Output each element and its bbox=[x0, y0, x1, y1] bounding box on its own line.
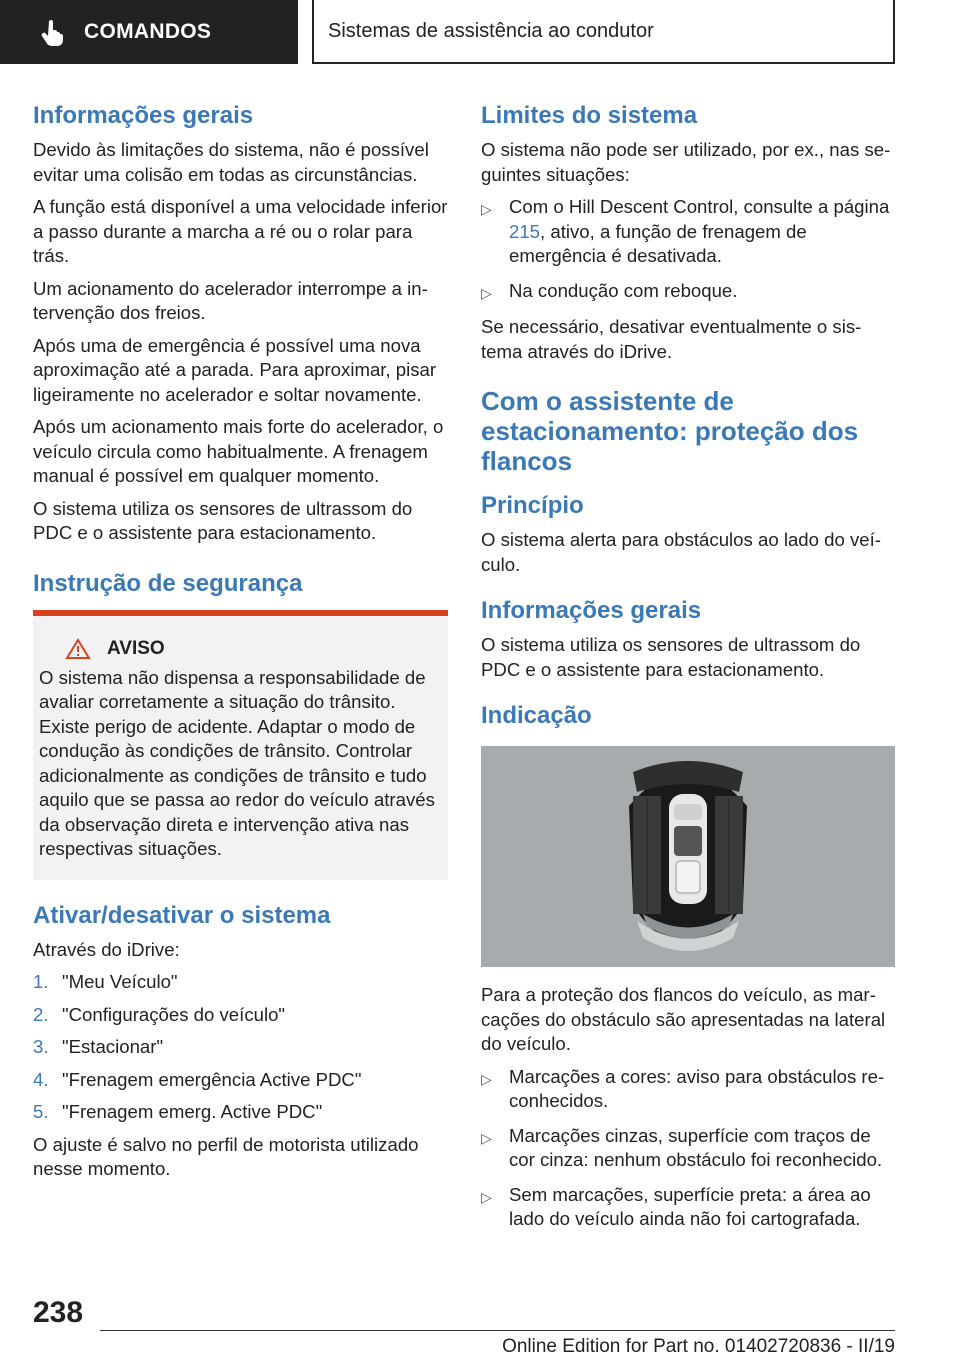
triangle-bullet-icon: ▷ bbox=[481, 284, 492, 301]
list-item bbox=[481, 195, 895, 269]
chapter-tab bbox=[0, 0, 298, 64]
marking-text: Marcações cinzas, superfície com traços de cor cinza: nenhum obstáculo foi reconhecido. bbox=[509, 1124, 883, 1170]
heading-flank-protection: Com o assistente de estacionamento: proteção dos flancos bbox=[481, 386, 859, 476]
heading-principle: Princípio bbox=[481, 492, 584, 519]
paragraph: Através do iDrive: bbox=[33, 938, 180, 960]
list-item bbox=[481, 1183, 895, 1232]
paragraph: O sistema utiliza os sensores de ultrassom do PDC e o assistente para estacionamento. bbox=[33, 497, 413, 543]
car-top-view-illustration bbox=[481, 746, 895, 967]
list-item bbox=[33, 1100, 448, 1125]
triangle-bullet-icon: ▷ bbox=[481, 201, 492, 217]
limit-text: Com o Hill Descent Control, consulte a página bbox=[509, 196, 890, 217]
section-title: Sistemas de assistência ao condutor bbox=[312, 0, 895, 64]
paragraph: O sistema alerta para obstáculos ao lado do veículo. bbox=[481, 529, 881, 575]
step-number: 3. bbox=[33, 1036, 49, 1057]
list-item bbox=[33, 970, 448, 995]
edition-text: Online Edition for Part no. 01402720836 - II/19 bbox=[502, 1336, 895, 1357]
markings-list bbox=[481, 1065, 895, 1232]
heading-limits: Limites do sistema bbox=[481, 102, 698, 129]
paragraph: O sistema utiliza os sensores de ultrassom do PDC e o assistente para estacionamento. bbox=[481, 634, 861, 680]
heading-display: Indicação bbox=[481, 702, 592, 729]
list-item bbox=[33, 1035, 448, 1060]
page-number: 238 bbox=[33, 1296, 84, 1329]
triangle-bullet-icon: ▷ bbox=[481, 1070, 492, 1087]
paragraph: A função está disponível a uma velocidade inferior a passo durante a marcha a ré ou o rolar para trás. bbox=[33, 196, 448, 266]
hand-pointer-icon bbox=[38, 17, 68, 47]
paragraph: Se necessário, desativar eventualmente o sistema através do iDrive. bbox=[481, 316, 862, 362]
list-item bbox=[33, 1003, 448, 1028]
warning-box bbox=[33, 610, 448, 880]
heading-activate: Ativar/desativar o sistema bbox=[33, 901, 331, 929]
list-item bbox=[33, 1068, 448, 1093]
warning-text: O sistema não dispensa a responsabilidade de avaliar corretamente a situação do trânsito. Existe perigo de acidente. Adaptar o modo de condução às condições de trânsito. Controlar adicionalmente as condições de trânsito e tudo aquilo que se passa ao redor do veículo através da observação direta e intervenção ativa nas respectivas situações. bbox=[39, 666, 435, 859]
paragraph: O sistema não pode ser utilizado, por ex., nas seguintes situações: bbox=[481, 139, 891, 185]
steps-list bbox=[33, 970, 448, 1125]
marking-text: Marcações a cores: aviso para obstáculos reconhecidos. bbox=[509, 1065, 885, 1111]
marking-text: Sem marcações, superfície preta: a área ao lado do veículo ainda não foi cartografada. bbox=[509, 1183, 871, 1229]
step-text: "Configurações do veículo" bbox=[62, 1003, 286, 1025]
triangle-bullet-icon: ▷ bbox=[481, 1129, 492, 1146]
step-text: "Frenagem emerg. Active PDC" bbox=[62, 1101, 323, 1122]
paragraph: Após uma de emergência é possível uma nova aproximação até a parada. Para aproximar, pisar ligeiramente no acelerador e soltar novamente. bbox=[33, 334, 437, 405]
step-number: 4. bbox=[33, 1068, 49, 1090]
paragraph: Após um acionamento mais forte do acelerador, o veículo circula como habitualmente. A frenagem manual é possível em qualquer momento. bbox=[33, 416, 444, 486]
limits-list bbox=[481, 195, 895, 305]
step-number: 2. bbox=[33, 1003, 49, 1025]
paragraph: Para a proteção dos flancos do veículo, as marcações do obstáculo são apresentadas na lateral do veículo. bbox=[481, 984, 886, 1054]
list-item bbox=[481, 279, 895, 306]
warning-triangle-icon bbox=[65, 638, 91, 660]
step-number: 5. bbox=[33, 1101, 49, 1122]
right-column bbox=[481, 100, 895, 1242]
heading-general-info-2: Informações gerais bbox=[481, 597, 702, 624]
page-link[interactable]: 215 bbox=[509, 220, 541, 242]
limit-text: , ativo, a função de frenagem de emergência é desativada. bbox=[509, 220, 807, 266]
footer-divider bbox=[100, 1330, 895, 1331]
triangle-bullet-icon: ▷ bbox=[481, 1188, 492, 1205]
list-item bbox=[481, 1065, 895, 1114]
paragraph: O ajuste é salvo no perfil de motorista utilizado nesse momento. bbox=[33, 1133, 419, 1179]
step-text: "Meu Veículo" bbox=[62, 971, 178, 992]
step-text: "Estacionar" bbox=[62, 1036, 164, 1057]
paragraph: Um acionamento do acelerador interrompe a intervenção dos freios. bbox=[33, 277, 428, 323]
warning-title: AVISO bbox=[107, 637, 165, 659]
flank-protection-image bbox=[481, 746, 895, 967]
step-number: 1. bbox=[33, 971, 49, 992]
paragraph: Devido às limitações do sistema, não é possível evitar uma colisão em todas as circunstâncias. bbox=[33, 139, 429, 185]
list-item bbox=[481, 1124, 895, 1173]
heading-general-info: Informações gerais bbox=[33, 102, 254, 129]
heading-safety: Instrução de segurança bbox=[33, 569, 303, 597]
step-text: "Frenagem emergência Active PDC" bbox=[62, 1068, 362, 1090]
left-column bbox=[33, 100, 448, 1190]
limit-text: Na condução com reboque. bbox=[509, 279, 738, 301]
chapter-label: COMANDOS bbox=[84, 20, 212, 43]
